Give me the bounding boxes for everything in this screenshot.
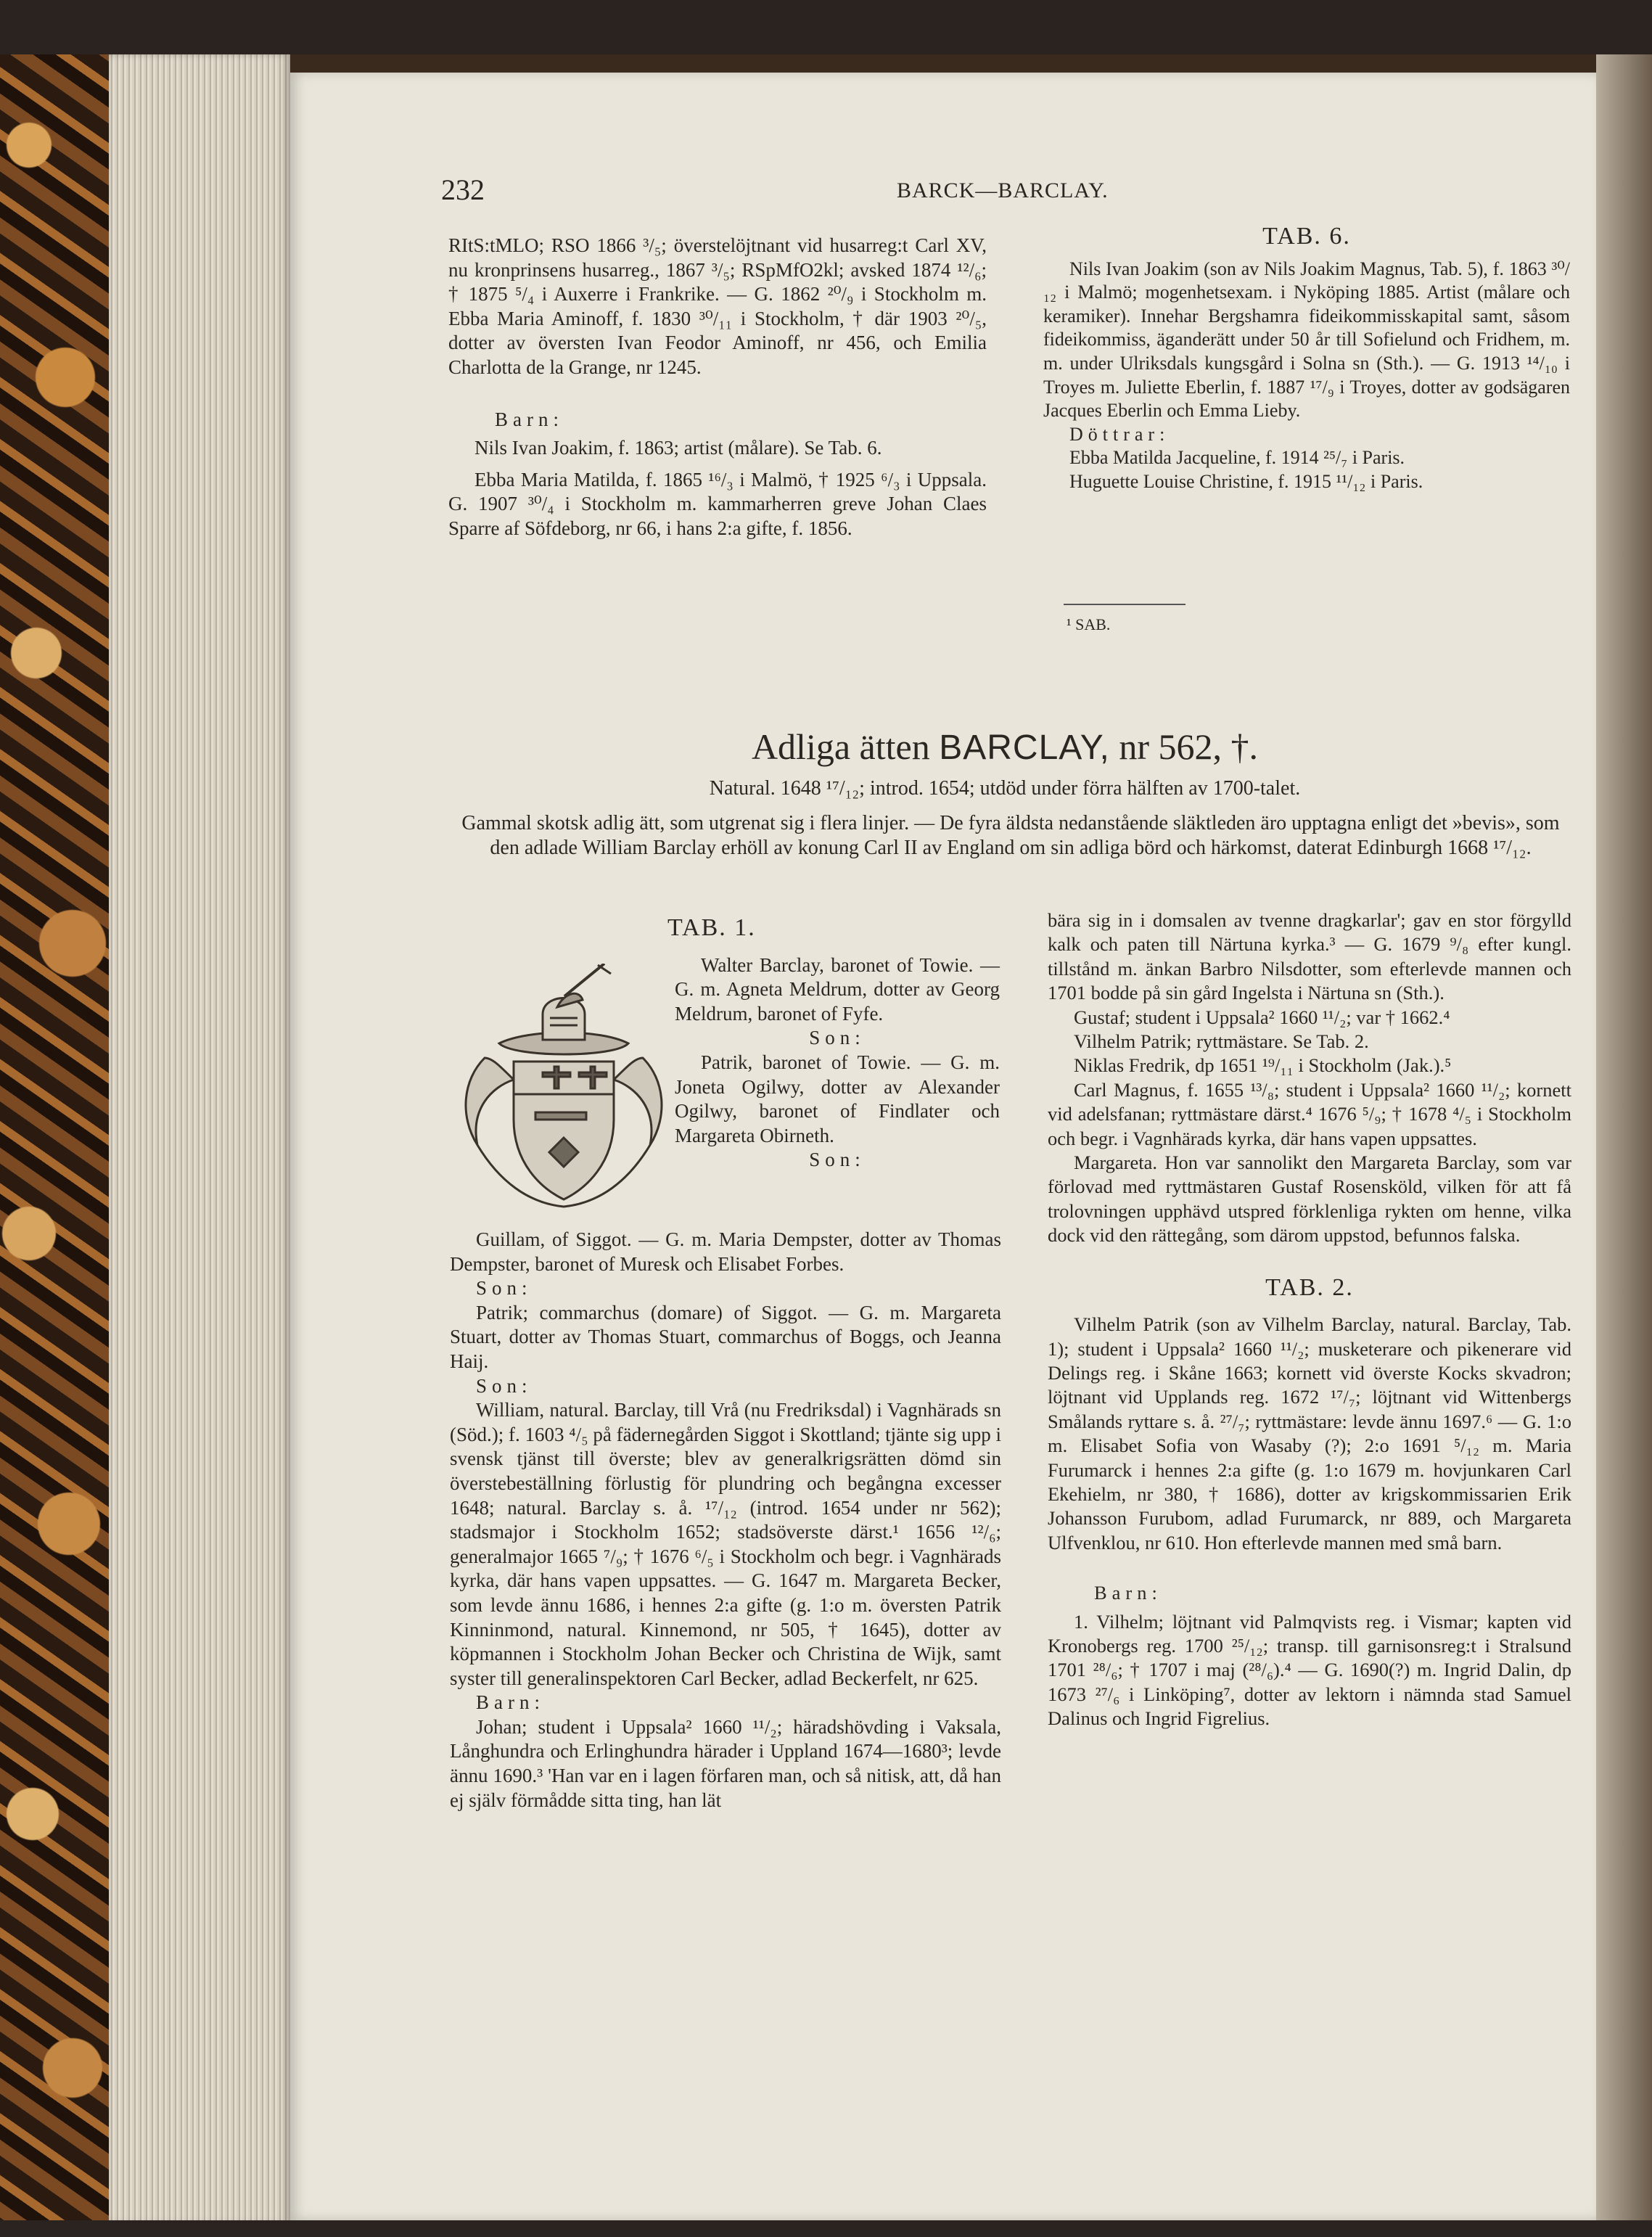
title-prefix: Adliga ätten — [751, 726, 930, 767]
child-ebba: Ebba Maria Matilda, f. 1865 ¹⁶/₃ i Malmö, † 1925 ⁶/₃ i Uppsala. G. 1907 ³⁰/₄ i Stockholm m. kammarherren greve Johan Claes Sparre af Söfdeborg, nr 66, i hans 2:a gifte, f. 1856. — [448, 468, 987, 539]
tab1-top — [667, 914, 1000, 1173]
tab6-text: Nils Ivan Joakim (son av Nils Joakim Magnus, Tab. 5), f. 1863 ³⁰/₁₂ i Malmö; mogenhetsexam. i Nyköping 1885. Artist (målare och keramiker). Innehar Bergshamra fideikommisskapital samt, såsom fideikommiss, äganderätt under 50 år till Sofielund och Fridhem, m. m. under Ulriksdals kungsgård i Solna sn (Sth.). — G. 1913 ¹⁴/₁₀ i Troyes m. Juliette Eberlin, f. 1887 ¹⁷/₉ i Troyes, dotter av godsägaren Jacques Eberlin och Emma Lieby. — [1043, 258, 1570, 422]
child-nils: Nils Ivan Joakim, f. 1863; artist (målare). Se Tab. 6. — [474, 437, 882, 459]
johan-continuation: bära sig in i domsalen av tvenne dragkarlar'; gav en stor förgylld kalk och paten till Närtuna kyrka.³ — G. 1679 ⁹/₈ efter kungl. tillstånd m. änkan Barbro Nilsdotter, som efterlevde mannen och 1701 bodde på sin gård Ingelsta i Närtuna sn (Sth.). — [1048, 909, 1571, 1004]
guillam-entry: Guillam, of Siggot. — G. m. Maria Dempster, dotter av Thomas Dempster, baronet of Muresk och Elisabet Forbes. — [450, 1228, 1001, 1275]
barn-heading-tab2: Barn: — [1094, 1582, 1162, 1604]
gustaf-entry: Gustaf; student i Uppsala² 1660 ¹¹/₂; var † 1662.⁴ — [1074, 1006, 1450, 1028]
dottrar-heading: Döttrar: — [1069, 423, 1170, 445]
johan-entry: Johan; student i Uppsala² 1660 ¹¹/₂; häradshövding i Vaksala, Långhundra och Erlinghundra härader i Uppland 1674—1680³; levde ännu 1690.³ 'Han var en i lagen förfaren man, och så nitisk, att, då han ej själv förmådde sitta ting, han lät — [450, 1715, 1001, 1811]
vilhelm-child-entry: 1. Vilhelm; löjtnant vid Palmqvists reg. i Vismar; kapten vid Kronobergs reg. 1700 ²⁵/₁₂; transp. till garnisonsreg:t i Stralsund 1701 ²⁸/₆; † 1707 i maj (²⁸/₆).⁴ — G. 1690(?) m. Ingrid Dalin, dp 1673 ²⁷/₆ i Linköping⁷, dotter av lektorn i nämnda stad Samuel Dalinus och Ingrid Figrelius. — [1048, 1610, 1571, 1730]
coat-of-arms-icon — [456, 964, 672, 1210]
tab6-heading: TAB. 6. — [1262, 223, 1351, 250]
niklas-entry: Niklas Fredrik, dp 1651 ¹⁹/₁₁ i Stockholm (Jak.).⁵ — [1074, 1054, 1452, 1077]
tab2-text: Vilhelm Patrik (son av Vilhelm Barclay, natural. Barclay, Tab. 1); student i Uppsala² 1660 ¹¹/₂; musketerare och pikenerare vid Delings reg. i Skåne 1663; kornett vid överste Kocks skvadron; löjtnant vid Upplands reg. 1672 ¹⁷/₇; löjtnant vid Wittenbergs Smålands ryttare s. å. ²⁷/₇; ryttmästare: levde ännu 1697.⁶ — G. 1:o m. Elisabet Sofia von Wasaby (?); 2:o 1691 ⁵/₁₂ m. Maria Furumarck i hennes 2:a gifte (g. 1:o 1679 m. hovjunkaren Carl Ekehielm, nr 380, † 1686), dotter av krigskommissarien Erik Johansson Furubom, adlad Furumarck, nr 889, och Margareta Ulfvenklou, nr 610. Hon efterlevde mannen med små barn. — [1048, 1313, 1571, 1553]
page-number: 232 — [441, 173, 485, 206]
barn-heading-tab1: Barn: — [476, 1691, 545, 1714]
margareta-entry: Margareta. Hon var sannolikt den Margareta Barclay, som var förlovad med ryttmästaren Gustaf Rosensköld, vilken för att få trolovningen upphävd utspred förklenliga rykten om henne, vilka dock vid den rättegång, som därom uppstod, befunnos falska. — [1048, 1152, 1571, 1247]
book-top-shadow — [0, 0, 1652, 54]
son-heading-3: Son: — [476, 1277, 533, 1300]
daughter-ebba: Ebba Matilda Jacqueline, f. 1914 ²⁵/₇ i Paris. — [1069, 447, 1405, 469]
william-entry: William, natural. Barclay, till Vrå (nu Fredriksdal) i Vagnhärads sn (Söd.); f. 1603 ⁴/₅ på fädernegården Siggot i Skottland; tjänte sig upp i svensk tjänst till överste; blev av generalkrigsrätten dömd sin överstebeställning förlustig för plundring och begångna excesser 1648; natural. Barclay s. å. ¹⁷/₁₂ (introd. 1654 under nr 562); stadsmajor i Stockholm 1652; stadsöverste därst.¹ 1656 ¹²/₆; generalmajor 1665 ⁷/₉; † 1676 ⁶/₅ i Stockholm och begr. i Vagnhärads kyrka, där hans vapen uppsattes. — G. 1647 m. Margareta Becker, som levde ännu 1686, i hennes 2:a gifte (g. 1:o m. översten Patrik Kinninmond, natural. Kinnemond, nr 505, † 1645), dotter av köpmannen i Stockholm Johan Becker och Christina de Wijk, samt syster till generalinspektoren Carl Becker, adlad Beckerfelt, nr 625. — [450, 1399, 1001, 1689]
tab2-heading: TAB. 2. — [1265, 1273, 1354, 1301]
right-top-column — [1043, 225, 1570, 494]
left-top-column — [448, 234, 987, 541]
tab1-heading: TAB. 1. — [667, 914, 756, 941]
paragraph-aminoff: RItS:tMLO; RSO 1866 ³/₅; överstelöjtnant vid husarreg:t Carl XV, nu kronprinsens husarreg., 1867 ³/₅; RSpMfO2kl; avsked 1874 ¹²/₆; † 1875 ⁵/₄ i Auxerre i Frankrike. — G. 1862 ²⁰/₉ i Stockholm m. Ebba Maria Aminoff, f. 1830 ³⁰/₁₁ i Stockholm, † där 1903 ²⁰/₅, dotter av översten Ivan Feodor Aminoff, nr 456, och Emilia Charlotta de la Grange, nr 1245. — [448, 234, 987, 378]
footnote-sab: ¹ SAB. — [1067, 615, 1111, 633]
vilhelm-entry: Vilhelm Patrik; ryttmästare. Se Tab. 2. — [1074, 1030, 1369, 1053]
walter-entry: Walter Barclay, baronet of Towie. — G. m. Agneta Meldrum, dotter av Georg Meldrum, baronet of Fyfe. — [675, 953, 1000, 1025]
book-binding-marbled — [0, 0, 109, 2237]
right-bottom-column — [1048, 908, 1571, 1731]
tab1-bottom — [450, 1228, 1001, 1813]
family-intro: Gammal skotsk adlig ätt, som utgrenat sig i flera linjer. — De fyra äldsta nedanstående släktleden äro upptagna enligt det »bevis», som den adlade William Barclay erhöll av konung Carl II av England om sin adliga börd och härkomst, daterat Edinburgh 1668 ¹⁷/₁₂. — [461, 812, 1560, 859]
footnote-rule — [1064, 604, 1185, 605]
page-stack-edge — [109, 54, 290, 2224]
running-title: BARCK—BARCLAY. — [897, 178, 1109, 202]
son-heading-4: Son: — [476, 1374, 533, 1397]
book-bottom-shadow — [0, 2220, 1652, 2237]
son-heading-1: Son: — [809, 1027, 866, 1049]
family-title — [435, 726, 1574, 768]
title-name: BARCLAY, — [939, 728, 1110, 767]
barn-heading: Barn: — [495, 408, 564, 430]
carl-entry: Carl Magnus, f. 1655 ¹³/₈; student i Uppsala² 1660 ¹¹/₂; kornett vid adelsfanan; ryttmästare därst.⁴ 1676 ⁵/₉; † 1678 ⁴/₅ i Stockholm och begr. i Vagnhärads kyrka, där hans vapen uppsattes. — [1048, 1078, 1571, 1149]
patrik-entry: Patrik, baronet of Towie. — G. m. Joneta Ogilwy, dotter av Alexander Ogilwy, baronet of Findlater och Margareta Obirneth. — [675, 1051, 1000, 1146]
son-heading-2: Son: — [809, 1149, 866, 1171]
daughter-huguette: Huguette Louise Christine, f. 1915 ¹¹/₁₂ i Paris. — [1069, 470, 1423, 492]
title-suffix: nr 562, †. — [1119, 726, 1259, 767]
natural-line: Natural. 1648 ¹⁷/₁₂; introd. 1654; utdöd under förra hälften av 1700-talet. — [709, 777, 1301, 800]
patrik2-entry: Patrik; commarchus (domare) of Siggot. — G. m. Margareta Stuart, dotter av Thomas Stuart, commarchus of Boggs, och Jeanna Haij. — [450, 1301, 1001, 1372]
right-page-edge — [1596, 54, 1652, 2224]
